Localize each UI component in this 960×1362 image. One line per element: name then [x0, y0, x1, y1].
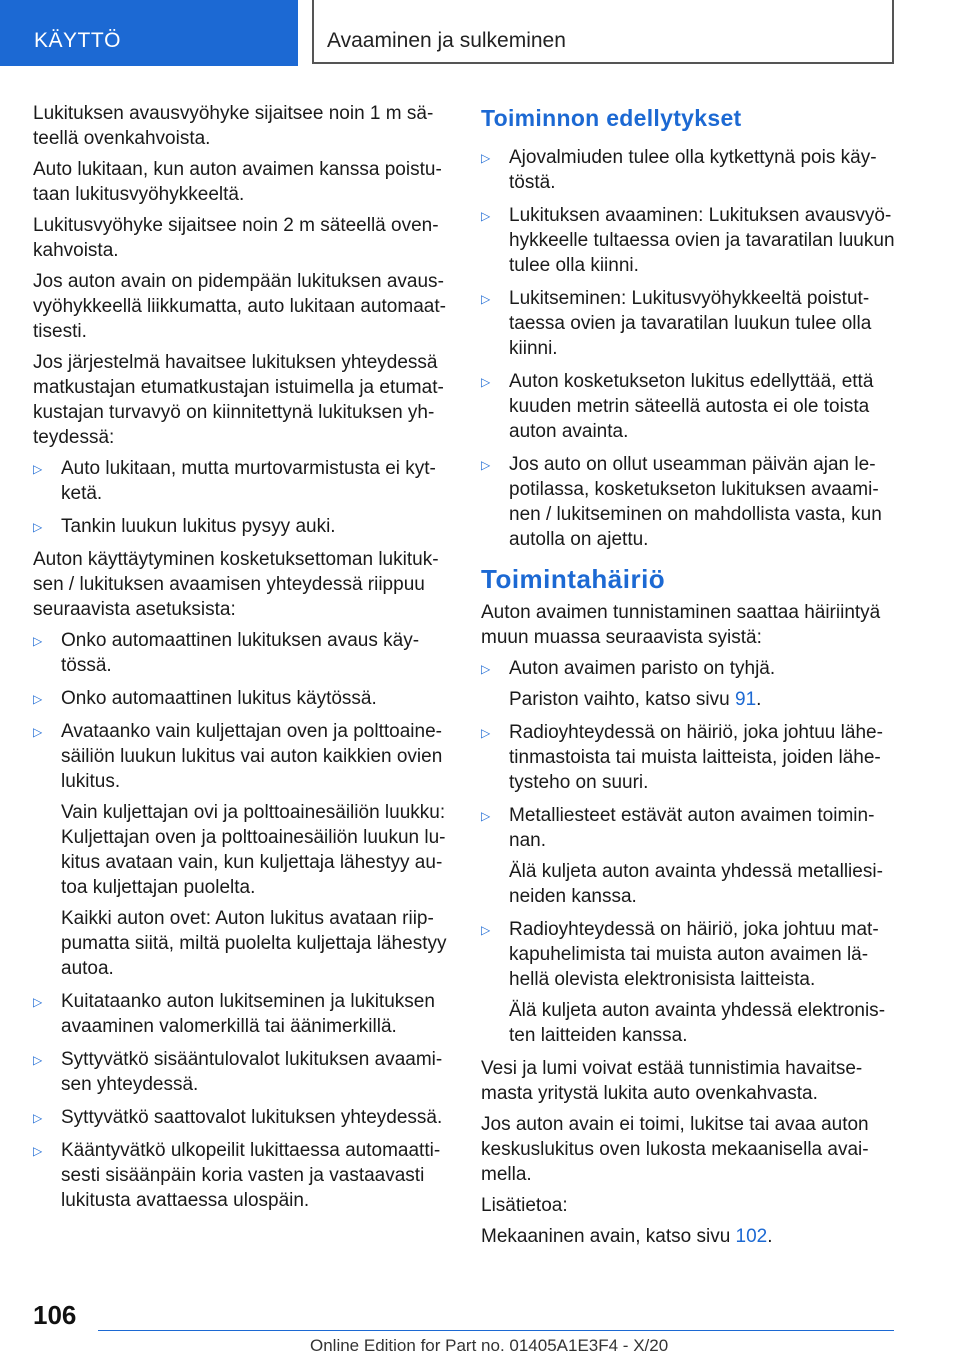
section-heading: Toiminnon edellytykset	[481, 105, 742, 131]
list-item: ▷ Kuitataanko auton lukitseminen ja lukituksen avaaminen valomerkillä tai äänimerkillä.	[33, 991, 435, 1037]
chapter-tab	[312, 0, 894, 64]
list-subparagraph: Vain kuljettajan ovi ja polttoainesäiliön luukku: Kuljettajan oven ja polttoainesäiliön luukun lukitus avataan vain, kun kuljettaja lähestyy autoa kuljettajan puolelta.	[61, 802, 446, 898]
list-subparagraph: Älä kuljeta auton avainta yhdessä metalliesineiden kanssa.	[509, 861, 883, 907]
list-item: ▷ Metalliesteet estävät auton avaimen toiminnan. Älä kuljeta auton avainta yhdessä metalliesineiden kanssa.	[481, 803, 895, 909]
paragraph: Lukitusvyöhyke sijaitsee noin 2 m säteellä ovenkahvoista.	[33, 215, 439, 261]
triangle-bullet-icon: ▷	[33, 462, 43, 476]
left-column	[33, 101, 447, 1221]
list-item: ▷ Avataanko vain kuljettajan oven ja polttoainesäiliön luukun lukitus vai auton kaikkien ovien lukitus. Vain kuljettajan ovi ja polttoainesäiliön luukku: Kuljettajan oven ja polttoainesäiliön luukun lukitus avataan vain, kun kuljettaja lähestyy autoa kuljettajan puolelta. Kaikki auton ovet: Auton lukitus avataan riippumatta siitä, miltä puolelta kuljettaja lähestyy autoa.	[33, 721, 447, 979]
list-subparagraph: Älä kuljeta auton avainta yhdessä elektronisten laitteiden kanssa.	[509, 1000, 886, 1046]
list-item: ▷ Lukituksen avaaminen: Lukituksen avausvyöhykkeelle tultaessa ovien ja tavaratilan luukun tulee olla kiinni.	[481, 205, 895, 276]
paragraph: Jos auton avain ei toimi, lukitse tai avaa auton keskuslukitus oven lukosta mekaanisella avaimella.	[481, 1114, 869, 1185]
list-subparagraph: Kaikki auton ovet: Auton lukitus avataan riippumatta siitä, miltä puolelta kuljettaja lähestyy autoa.	[61, 908, 447, 979]
paragraph: Lukituksen avausvyöhyke sijaitsee noin 1 m säteellä ovenkahvoista.	[33, 103, 434, 149]
triangle-bullet-icon: ▷	[33, 634, 43, 648]
section-tab	[0, 0, 298, 66]
list-item: ▷ Jos auto on ollut useamman päivän ajan lepotilassa, kosketukseton lukituksen avaaminen / lukitseminen on mahdollista vasta, kun autolla on ajettu.	[481, 454, 882, 550]
list-item: ▷ Syttyvätkö saattovalot lukituksen yhteydessä.	[33, 1105, 447, 1130]
list-item: ▷ Onko automaattinen lukituksen avaus käytössä.	[33, 630, 420, 676]
triangle-bullet-icon: ▷	[481, 809, 491, 823]
footer-divider	[98, 1330, 894, 1331]
list-item: ▷ Radioyhteydessä on häiriö, joka johtuu matkapuhelimista tai muista auton avaimen lähellä olevista elektronisista laitteista. Älä kuljeta auton avainta yhdessä elektronisten laitteiden kanssa.	[481, 917, 895, 1048]
triangle-bullet-icon: ▷	[481, 292, 491, 306]
triangle-bullet-icon: ▷	[33, 1111, 43, 1125]
list-item: ▷ Onko automaattinen lukitus käytössä.	[33, 686, 447, 711]
chapter-title: Avaaminen ja sulkeminen	[327, 29, 566, 52]
list-subparagraph: Pariston vaihto, katso sivu 91.	[509, 689, 762, 710]
section-heading: Toimintahäiriö	[481, 564, 666, 594]
triangle-bullet-icon: ▷	[481, 209, 491, 223]
triangle-bullet-icon: ▷	[33, 1144, 43, 1158]
list-item: ▷ Kääntyvätkö ulkopeilit lukittaessa automaattisesti sisäänpäin koria vasten ja vastaavasti lukitusta avattaessa ulospäin.	[33, 1140, 441, 1211]
triangle-bullet-icon: ▷	[481, 151, 491, 165]
page-number: 106	[33, 1300, 77, 1330]
list-item: ▷ Auton avaimen paristo on tyhjä. Pariston vaihto, katso sivu 91.	[481, 656, 895, 712]
list-item: ▷ Syttyvätkö sisääntulovalot lukituksen avaamisen yhteydessä.	[33, 1049, 443, 1095]
section-title: KÄYTTÖ	[34, 29, 122, 52]
paragraph: Lisätietoa:	[481, 1195, 568, 1216]
triangle-bullet-icon: ▷	[481, 458, 491, 472]
triangle-bullet-icon: ▷	[33, 520, 43, 534]
triangle-bullet-icon: ▷	[33, 692, 43, 706]
triangle-bullet-icon: ▷	[481, 662, 491, 676]
triangle-bullet-icon: ▷	[33, 995, 43, 1009]
page-link-91[interactable]: 91	[735, 689, 757, 710]
triangle-bullet-icon: ▷	[481, 923, 491, 937]
list-item: ▷ Radioyhteydessä on häiriö, joka johtuu lähetinmastoista tai muista laitteista, joiden lähetysteho on suuri.	[481, 722, 883, 793]
footer-text: Online Edition for Part no. 01405A1E3F4 - X/20	[310, 1336, 669, 1355]
right-column	[481, 101, 895, 1255]
page-link-102[interactable]: 102	[735, 1226, 768, 1247]
paragraph: Jos järjestelmä havaitsee lukituksen yhteydessä matkustajan etumatkustajan istuimella ja etumatkustajan turvavyö on kiinnitettynä lukituksen yhteydessä:	[33, 352, 444, 448]
paragraph: Vesi ja lumi voivat estää tunnistimia havaitsemasta yritystä lukita auto ovenkahvasta.	[481, 1058, 863, 1104]
paragraph: Auton avaimen tunnistaminen saattaa häiriintyä muun muassa seuraavista syistä:	[481, 602, 881, 648]
paragraph: Mekaaninen avain, katso sivu 102.	[481, 1226, 773, 1247]
triangle-bullet-icon: ▷	[481, 726, 491, 740]
triangle-bullet-icon: ▷	[33, 1053, 43, 1067]
list-item: ▷ Lukitseminen: Lukitusvyöhykkeeltä poistuttaessa ovien ja tavaratilan luukun tulee olla kiinni.	[481, 288, 872, 359]
triangle-bullet-icon: ▷	[33, 725, 43, 739]
paragraph: Auton käyttäytyminen kosketuksettoman lukituksen / lukituksen avaamisen yhteydessä riippuu seuraavista asetuksista:	[33, 549, 439, 620]
list-item: ▷ Auton kosketukseton lukitus edellyttää, että kuuden metrin säteellä autosta ei ole toista auton avainta.	[481, 371, 874, 442]
paragraph: Jos auton avain on pidempään lukituksen avausvyöhykkeellä liikkumatta, auto lukitaan automaattisesti.	[33, 271, 446, 342]
list-item: ▷ Ajovalmiuden tulee olla kytkettynä pois käytöstä.	[481, 147, 877, 193]
triangle-bullet-icon: ▷	[481, 375, 491, 389]
paragraph: Auto lukitaan, kun auton avaimen kanssa poistutaan lukitusvyöhykkeeltä.	[33, 159, 442, 205]
list-item: ▷ Tankin luukun lukitus pysyy auki.	[33, 514, 447, 539]
page-header	[0, 0, 960, 66]
list-item: ▷ Auto lukitaan, mutta murtovarmistusta ei kytketä.	[33, 458, 436, 504]
